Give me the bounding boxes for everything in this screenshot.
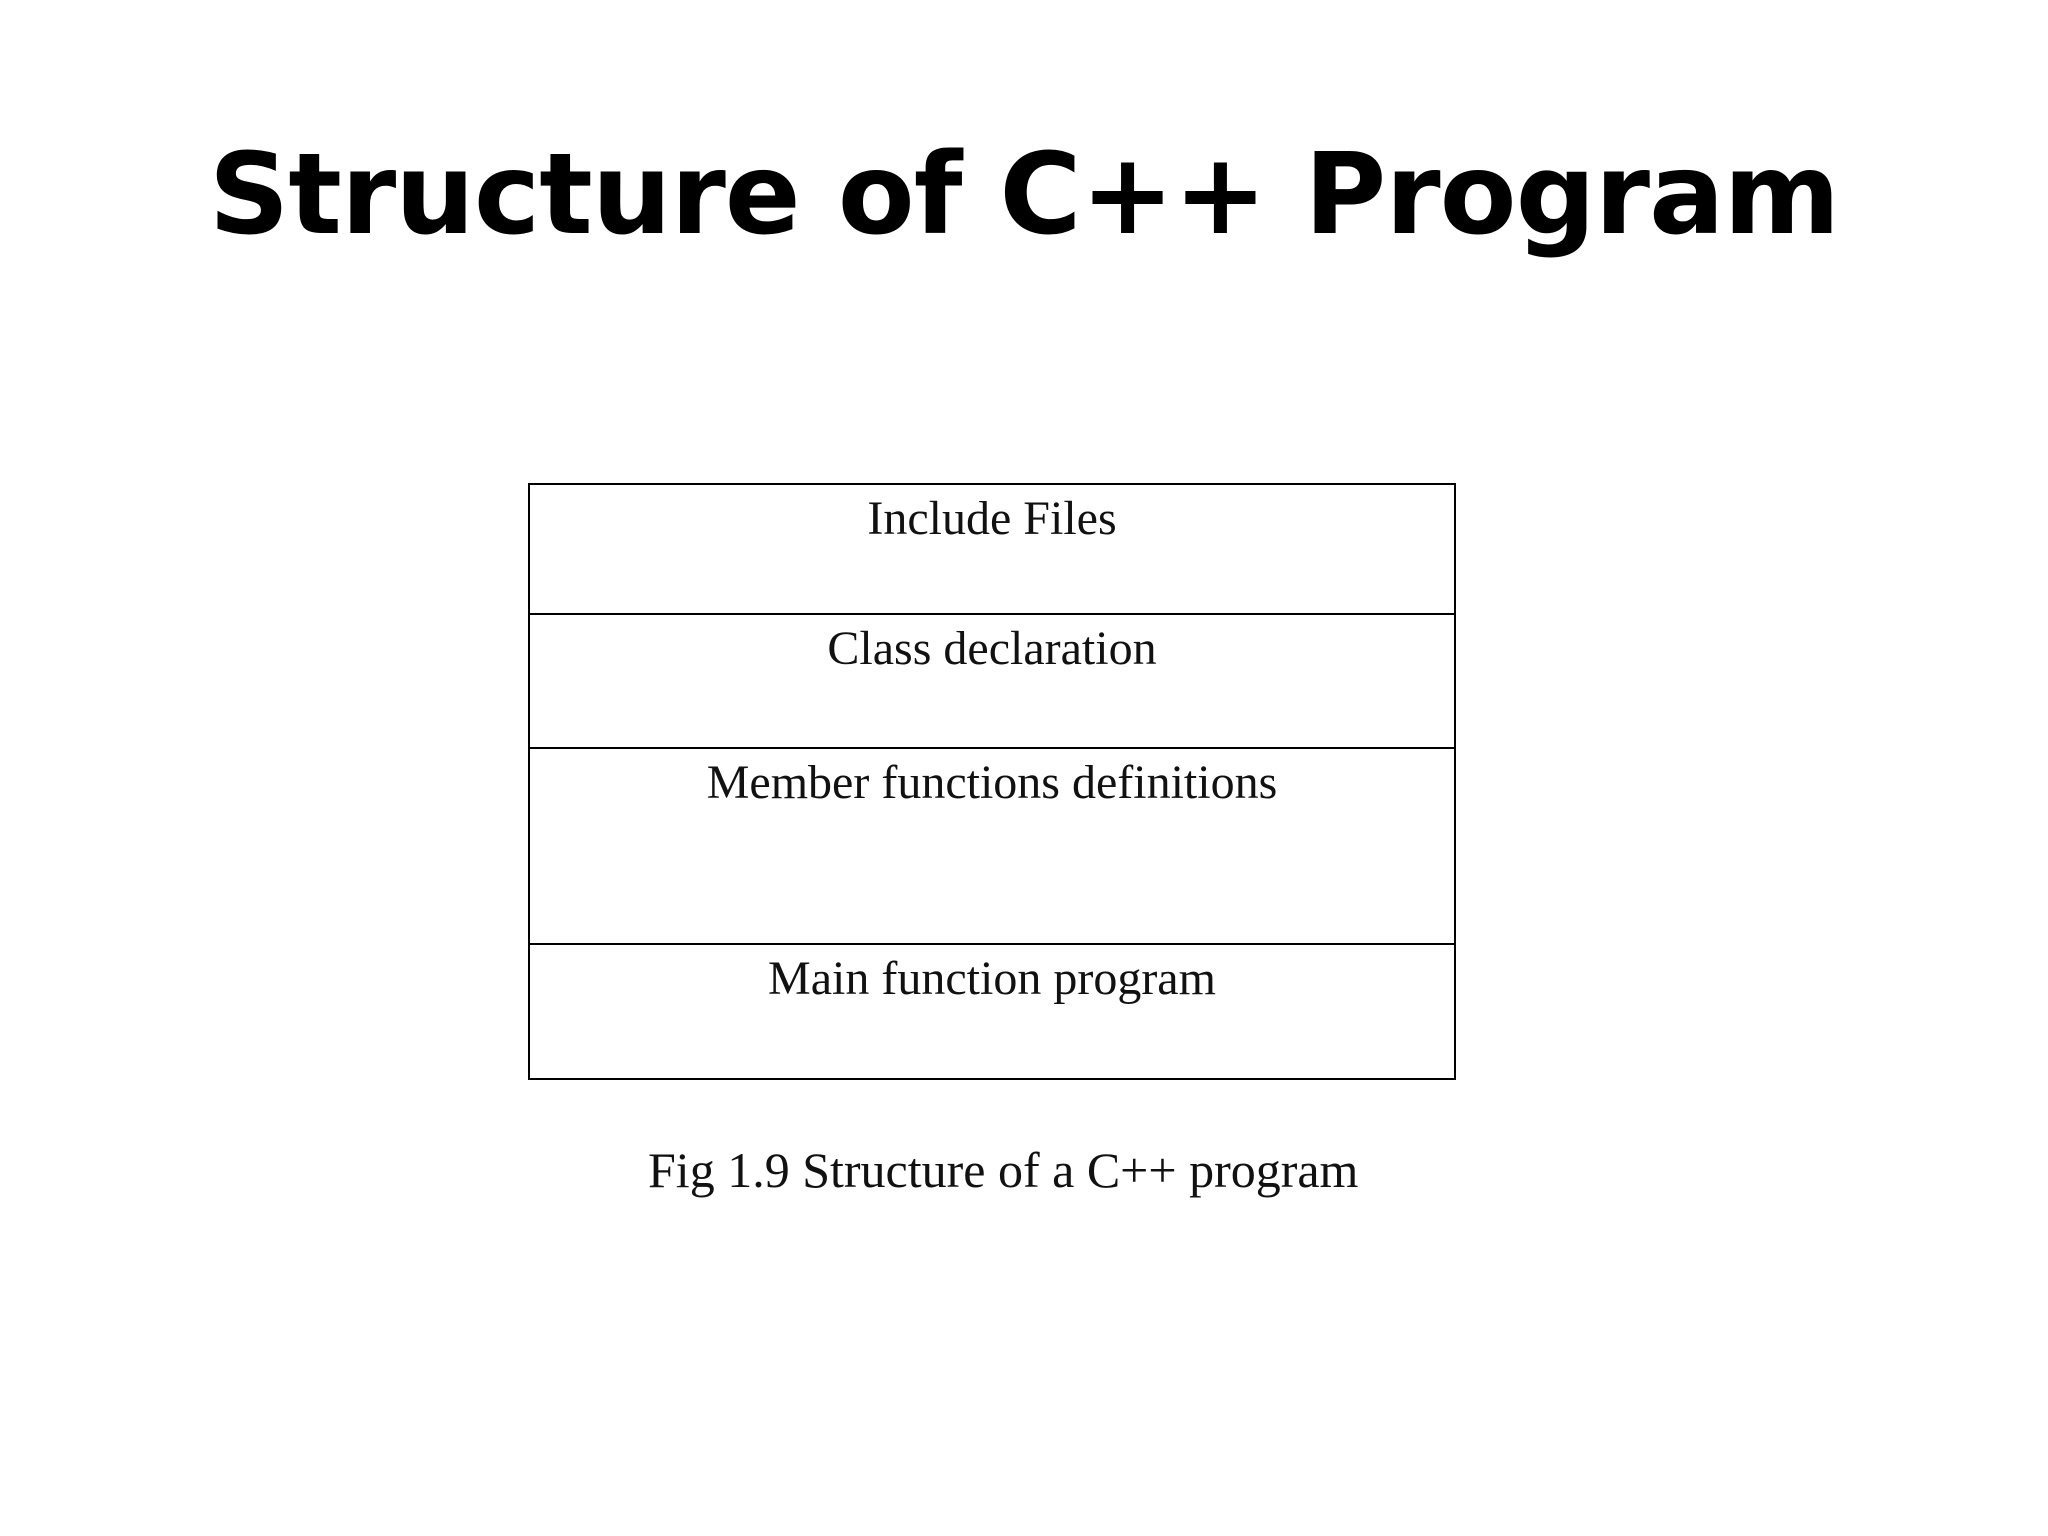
section-member-functions-definitions: Member functions definitions — [530, 749, 1454, 945]
program-structure-diagram — [528, 483, 1456, 1080]
slide-title: Structure of C++ Program — [208, 130, 1840, 260]
section-main-function-program: Main function program — [768, 952, 1216, 1005]
section-include-files: Include Files — [530, 485, 1454, 615]
section-class-declaration: Class declaration — [530, 615, 1454, 749]
figure-caption: Fig 1.9 Structure of a C++ program — [648, 1142, 1359, 1198]
